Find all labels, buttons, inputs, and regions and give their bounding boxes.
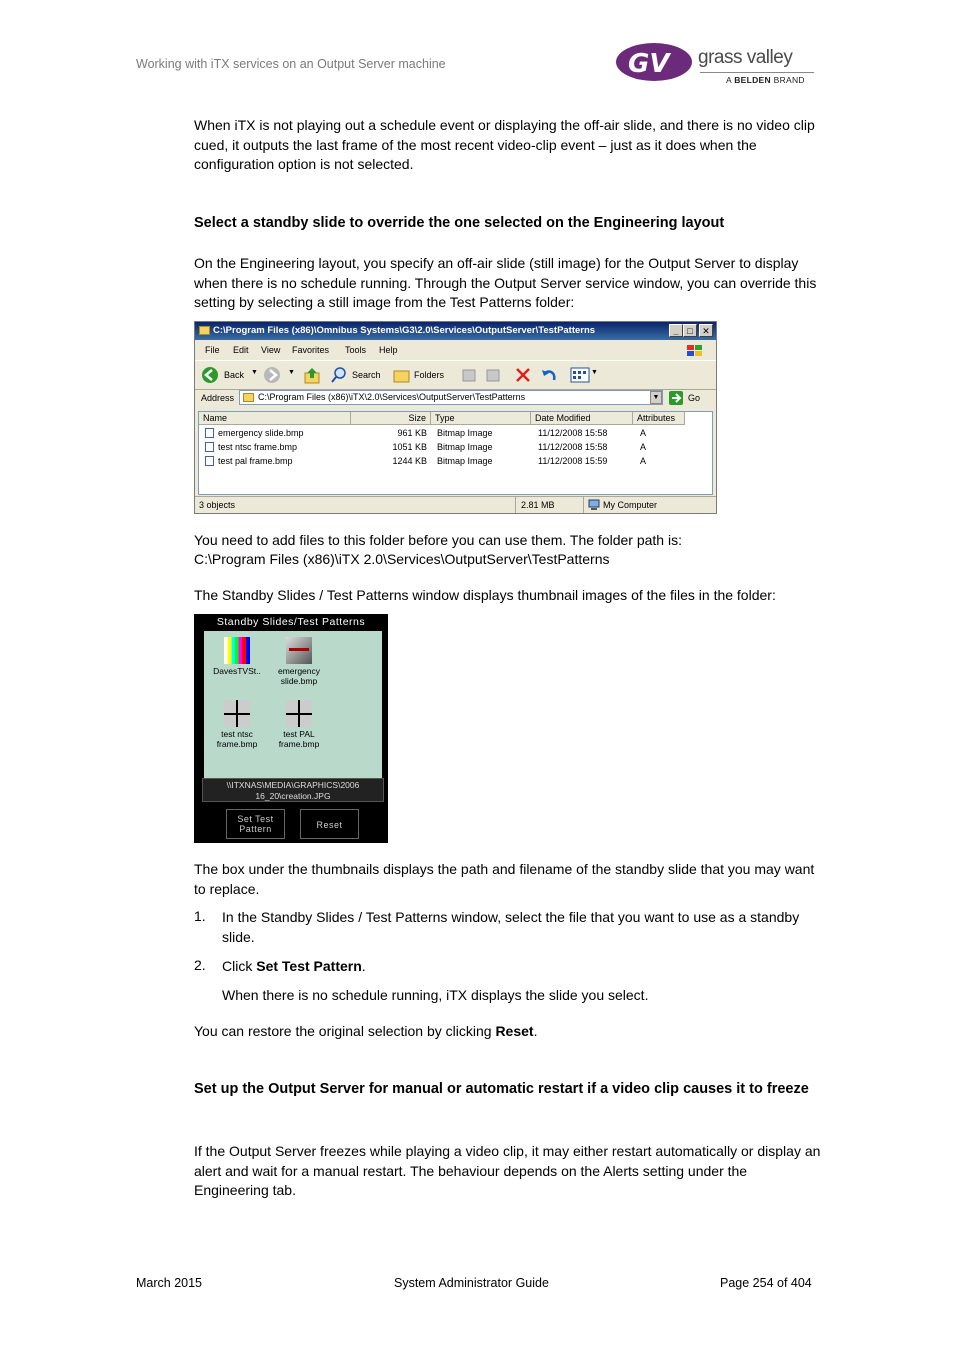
step-1-number: 1. <box>194 908 206 924</box>
address-dropdown-icon[interactable]: ▼ <box>650 391 662 404</box>
address-input[interactable]: C:\Program Files (x86)\iTX\2.0\Services\OutputServer\TestPatterns <box>239 390 663 405</box>
column-attributes[interactable]: Attributes <box>633 412 685 425</box>
thumbnail-item[interactable]: DavesTVSt.. <box>207 637 267 676</box>
svg-text:GV: GV <box>628 49 670 79</box>
folders-button[interactable]: Folders <box>414 370 445 380</box>
folder-path-intro: You need to add files to this folder before you can use them. The folder path is: <box>194 532 682 548</box>
status-size: 2.81 MB <box>521 500 555 510</box>
footer-page-number: Page 254 of 404 <box>720 1276 812 1290</box>
search-icon[interactable] <box>330 366 348 384</box>
reset-paragraph: You can restore the original selection by clicking Reset. <box>194 1023 538 1039</box>
emergency-slide-thumbnail <box>286 637 312 664</box>
logo-brand-text: grass valley <box>698 47 793 68</box>
standby-title: Standby Slides/Test Patterns <box>216 616 366 628</box>
folder-icon <box>199 326 210 335</box>
forward-dropdown-icon[interactable]: ▼ <box>288 369 295 376</box>
pal-frame-thumbnail <box>286 700 312 727</box>
search-button[interactable]: Search <box>352 370 381 380</box>
running-header: Working with iTX services on an Output Server machine <box>136 57 446 71</box>
explorer-titlebar: C:\Program Files (x86)\Omnibus Systems\G3\2.0\Services\OutputServer\TestPatterns _ □ ✕ <box>195 322 716 340</box>
column-date-modified[interactable]: Date Modified <box>531 412 633 425</box>
bitmap-file-icon <box>205 442 214 452</box>
folders-icon[interactable] <box>393 367 411 383</box>
section-heading-restart: Set up the Output Server for manual or automatic restart if a video clip causes it to freeze <box>194 1081 809 1097</box>
forward-arrow-icon[interactable] <box>263 366 281 384</box>
address-label: Address <box>201 393 235 403</box>
file-row[interactable]: emergency slide.bmp 961 KB Bitmap Image 11/12/2008 15:58 A <box>199 426 712 440</box>
thumbnail-item[interactable]: test ntsc frame.bmp <box>207 700 267 749</box>
status-object-count: 3 objects <box>199 500 236 510</box>
move-to-icon[interactable] <box>461 367 477 383</box>
status-divider <box>515 497 516 513</box>
views-icon[interactable] <box>570 366 590 384</box>
step-2-text: Click Set Test Pattern. <box>222 958 366 974</box>
explorer-menubar <box>195 341 716 359</box>
set-test-pattern-button[interactable]: Set Test Pattern <box>226 809 285 839</box>
bitmap-file-icon <box>205 428 214 438</box>
step-2-note: When there is no schedule running, iTX displays the slide you select. <box>222 987 649 1003</box>
go-arrow-icon[interactable] <box>669 391 684 405</box>
close-button[interactable]: ✕ <box>699 324 713 337</box>
status-bar <box>195 496 716 514</box>
menu-edit[interactable]: Edit <box>233 345 249 355</box>
file-row[interactable]: test ntsc frame.bmp 1051 KB Bitmap Image 11/12/2008 15:58 A <box>199 440 712 454</box>
path-box-paragraph: The box under the thumbnails displays the path and filename of the standby slide that you may want to replace. <box>194 861 815 897</box>
address-folder-icon <box>243 393 254 402</box>
logo-sub-text: A BELDEN BRAND <box>726 75 805 85</box>
status-divider <box>583 497 584 513</box>
folder-path: C:\Program Files (x86)\iTX 2.0\Services\OutputServer\TestPatterns <box>194 551 610 567</box>
bitmap-file-icon <box>205 456 214 466</box>
section-heading-standby: Select a standby slide to override the one selected on the Engineering layout <box>194 215 725 231</box>
thumbnail-paragraph: The Standby Slides / Test Patterns window displays thumbnail images of the files in the folder: <box>194 587 776 603</box>
computer-icon <box>588 499 600 511</box>
menu-help[interactable]: Help <box>379 345 398 355</box>
column-type[interactable]: Type <box>431 412 531 425</box>
standby-slides-window <box>194 614 388 843</box>
address-bar <box>195 388 716 408</box>
views-dropdown-icon[interactable]: ▼ <box>591 369 598 376</box>
test-card-thumbnail <box>224 637 250 664</box>
footer-title: System Administrator Guide <box>394 1276 549 1290</box>
copy-to-icon[interactable] <box>485 367 501 383</box>
standby-path-box: \\ITXNAS\MEDIA\GRAPHICS\2006 16_20\creation.JPG <box>202 778 384 802</box>
windows-flag-icon <box>685 343 705 358</box>
step-1-text: In the Standby Slides / Test Patterns window, select the file that you want to use as a standby slide. <box>222 909 800 945</box>
menu-file[interactable]: File <box>205 345 220 355</box>
back-button[interactable]: Back <box>224 370 245 380</box>
ntsc-frame-thumbnail <box>224 700 250 727</box>
column-size[interactable]: Size <box>351 412 431 425</box>
thumbnail-item[interactable]: test PAL frame.bmp <box>269 700 329 749</box>
file-row[interactable]: test pal frame.bmp 1244 KB Bitmap Image 11/12/2008 15:59 A <box>199 454 712 468</box>
freeze-paragraph: If the Output Server freezes while playing a video clip, it may either restart automatically or display an alert and wait for a manual restart. The behaviour depends on the Alerts setting under the Engineering tab. <box>194 1143 821 1198</box>
up-folder-icon[interactable] <box>303 366 321 384</box>
explorer-window <box>194 321 717 514</box>
status-location: My Computer <box>603 500 658 510</box>
menu-view[interactable]: View <box>261 345 281 355</box>
column-name[interactable]: Name <box>199 412 351 425</box>
minimize-button[interactable]: _ <box>669 324 683 337</box>
footer-date: March 2015 <box>136 1276 203 1290</box>
reset-button[interactable]: Reset <box>300 809 359 839</box>
undo-icon[interactable] <box>540 366 558 384</box>
back-arrow-icon[interactable] <box>201 366 219 384</box>
gv-logo-icon <box>614 40 698 84</box>
grass-valley-logo <box>614 38 818 88</box>
maximize-button[interactable]: □ <box>683 324 697 337</box>
engineering-paragraph: On the Engineering layout, you specify an off-air slide (still image) for the Output Server to display when there is no schedule running. Through the Output Server service window, you can override this setting by selecting a still image from the Test Patterns folder: <box>194 255 817 310</box>
explorer-toolbar <box>195 360 716 390</box>
menu-favorites[interactable]: Favorites <box>292 345 330 355</box>
go-button[interactable]: Go <box>688 393 701 403</box>
thumbnail-panel <box>204 631 382 786</box>
file-list <box>198 411 713 495</box>
thumbnail-item[interactable]: emergency slide.bmp <box>269 637 329 686</box>
back-dropdown-icon[interactable]: ▼ <box>251 369 258 376</box>
step-2-number: 2. <box>194 957 206 973</box>
menu-tools[interactable]: Tools <box>345 345 367 355</box>
intro-paragraph: When iTX is not playing out a schedule event or displaying the off-air slide, and there is no video clip cued, it outputs the last frame of the most recent video-clip event – just as it does when the configuration option is not selected. <box>194 117 815 172</box>
delete-icon[interactable] <box>514 366 532 384</box>
logo-rule <box>700 72 814 73</box>
